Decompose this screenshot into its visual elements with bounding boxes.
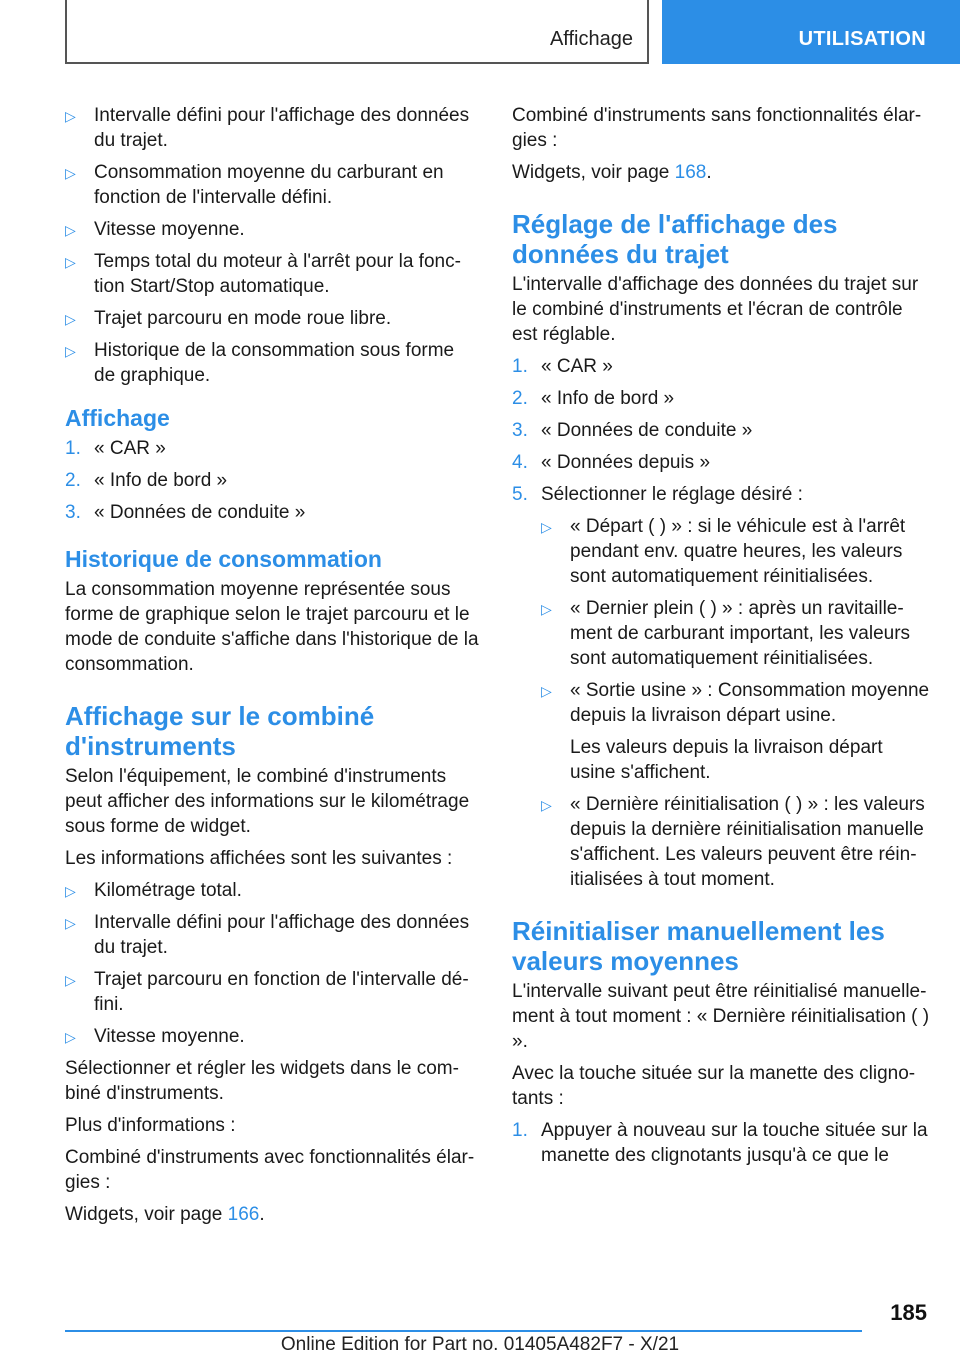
list-item: ▷ Vitesse moyenne.	[65, 217, 480, 242]
option-text: « Sortie usine » : Consommation moyenne depuis la livraison départ usine.	[570, 680, 930, 726]
step-item	[512, 482, 932, 892]
heading-reinit: Réinitialiser manuellement les valeurs moyennes	[512, 916, 885, 976]
step-item	[512, 1118, 932, 1168]
paragraph-widgets-ref	[512, 160, 932, 185]
page-link-166[interactable]: 166	[227, 1204, 260, 1225]
steps-reglage	[512, 354, 932, 892]
header-chapter-title: UTILISATION	[798, 28, 926, 50]
paragraph-sans: Combiné d'instruments sans fonctionnalités élar-gies :	[512, 105, 922, 151]
step-text: « CAR »	[541, 356, 613, 377]
left-column	[65, 103, 480, 1234]
trip-data-list	[65, 103, 480, 388]
paragraph-reinit: L'intervalle suivant peut être réinitialisé manuelle-ment à tout moment : « Dernière réinitialisation ( ) ».	[512, 981, 930, 1052]
list-item: ▷ Consommation moyenne du carburant en fonction de l'intervalle défini.	[65, 160, 480, 210]
step-number: 4.	[512, 452, 528, 473]
ref-dot: .	[259, 1204, 265, 1225]
step-item	[65, 500, 480, 525]
step-number: 1.	[512, 1120, 528, 1141]
header-section-box	[65, 0, 649, 64]
step-text: Sélectionner le réglage désiré :	[541, 484, 803, 505]
header-section-title: Affichage	[549, 28, 633, 50]
right-column	[512, 103, 932, 1175]
step-text: « Info de bord »	[541, 388, 675, 409]
paragraph-combine: Selon l'équipement, le combiné d'instruments peut afficher des informations sur le kilométrage sous forme de widget.	[65, 766, 470, 837]
step-number: 2.	[512, 388, 528, 409]
list-item: ▷ « Départ ( ) » : si le véhicule est à l'arrêt pendant env. quatre heures, les valeurs sont automatiquement réinitialisées.	[541, 514, 932, 589]
step-number: 1.	[65, 438, 81, 459]
paragraph-reglage: L'intervalle d'affichage des données du trajet sur le combiné d'instruments et l'écran de contrôle est réglable.	[512, 274, 919, 345]
footer-edition: Online Edition for Part no. 01405A482F7 - X/21	[280, 1334, 680, 1355]
step-text: « Données de conduite »	[94, 502, 306, 523]
ref-dot: .	[706, 162, 712, 183]
list-item: ▷ Historique de la consommation sous forme de graphique.	[65, 338, 480, 388]
step-text: « CAR »	[94, 438, 166, 459]
list-item	[541, 678, 932, 785]
heading-affichage: Affichage	[65, 405, 170, 431]
widgets-ref-text: Widgets, voir page	[512, 162, 675, 183]
list-item: ▷ Vitesse moyenne.	[65, 1024, 480, 1049]
list-item: ▷ « Dernière réinitialisation ( ) » : les valeurs depuis la dernière réinitialisation manuelle s'affichent. Les valeurs peuvent être réin-itialisées à tout moment.	[541, 792, 932, 892]
widgets-ref-text: Widgets, voir page	[65, 1204, 228, 1225]
paragraph-plus: Plus d'informations :	[65, 1115, 236, 1136]
list-item: ▷ Intervalle défini pour l'affichage des données du trajet.	[65, 910, 480, 960]
paragraph-infos: Les informations affichées sont les suivantes :	[65, 848, 453, 869]
step-item	[512, 418, 932, 443]
step-number: 1.	[512, 356, 528, 377]
header-chapter-box	[662, 0, 960, 64]
step-item	[512, 450, 932, 475]
step-text: « Données depuis »	[541, 452, 711, 473]
list-item: ▷ Trajet parcouru en mode roue libre.	[65, 306, 480, 331]
list-item: ▷ Trajet parcouru en fonction de l'intervalle dé-fini.	[65, 967, 480, 1017]
step-number: 3.	[512, 420, 528, 441]
page-link-168[interactable]: 168	[674, 162, 707, 183]
step-number: 5.	[512, 484, 528, 505]
step-item	[65, 468, 480, 493]
step-text: Appuyer à nouveau sur la touche située sur la manette des clignotants jusqu'à ce que le	[541, 1120, 928, 1166]
heading-reglage: Réglage de l'affichage des données du trajet	[512, 209, 838, 269]
steps-affichage	[65, 436, 480, 525]
steps-reinit	[512, 1118, 932, 1168]
page-number: 185	[890, 1300, 927, 1325]
heading-historique: Historique de consommation	[65, 546, 382, 572]
list-item: ▷ « Dernier plein ( ) » : après un ravitaille-ment de carburant important, les valeurs sont automatiquement réinitialisées.	[541, 596, 932, 671]
step-number: 3.	[65, 502, 81, 523]
list-item: ▷ Intervalle défini pour l'affichage des données du trajet.	[65, 103, 480, 153]
paragraph-select: Sélectionner et régler les widgets dans le com-biné d'instruments.	[65, 1058, 459, 1104]
list-item: ▷ Temps total du moteur à l'arrêt pour la fonc-tion Start/Stop automatique.	[65, 249, 480, 299]
footer-divider	[65, 1330, 862, 1332]
paragraph-touche: Avec la touche située sur la manette des cligno-tants :	[512, 1063, 916, 1109]
widget-info-list	[65, 878, 480, 1049]
paragraph-historique: La consommation moyenne représentée sous forme de graphique selon le trajet parcouru et le mode de conduite s'affiche dans l'historique de la consommation.	[65, 579, 479, 675]
step-item	[65, 436, 480, 461]
paragraph-avec: Combiné d'instruments avec fonctionnalités élar-gies :	[65, 1147, 475, 1193]
step-number: 2.	[65, 470, 81, 491]
option-note: Les valeurs depuis la livraison départ usine s'affichent.	[570, 737, 883, 783]
step-text: « Données de conduite »	[541, 420, 753, 441]
setting-options-list	[541, 514, 932, 892]
heading-combine: Affichage sur le combiné d'instruments	[65, 701, 375, 761]
list-item: ▷ Kilométrage total.	[65, 878, 480, 903]
step-text: « Info de bord »	[94, 470, 228, 491]
step-item	[512, 354, 932, 379]
step-item	[512, 386, 932, 411]
paragraph-widgets-ref	[65, 1202, 480, 1227]
